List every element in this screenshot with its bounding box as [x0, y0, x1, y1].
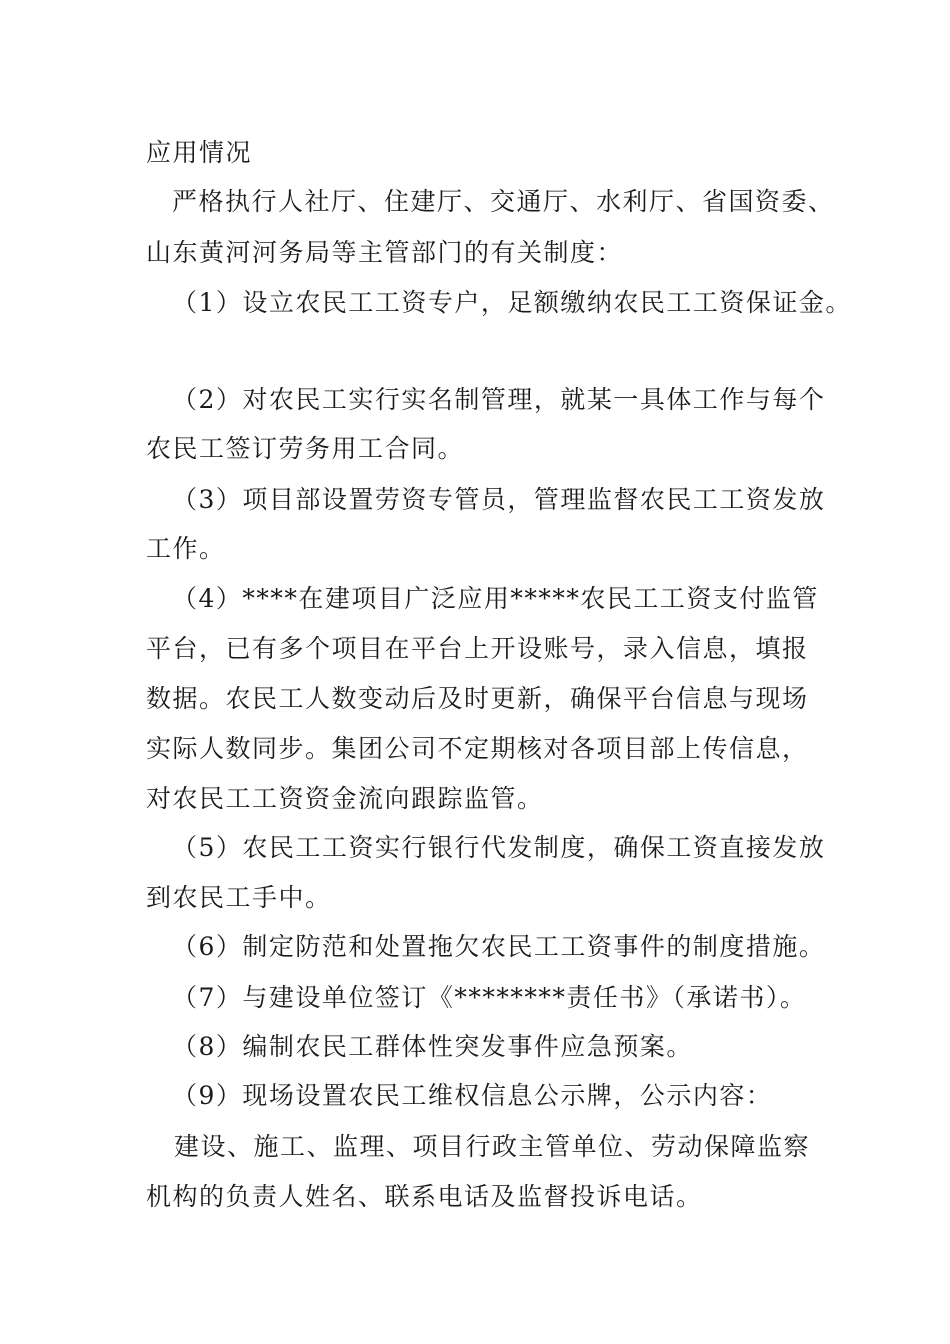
item-7-line-1: （7）与建设单位签订《********责任书》（承诺书）。 [172, 983, 807, 1012]
item-5-line-1: （5）农民工工资实行银行代发制度，确保工资直接发放 [172, 833, 826, 862]
intro-line-2: 山东黄河河务局等主管部门的有关制度： [146, 238, 624, 267]
item-8-line-1: （8）编制农民工群体性突发事件应急预案。 [172, 1032, 693, 1061]
closing-line-2: 机构的负责人姓名、联系电话及监督投诉电话。 [146, 1182, 703, 1211]
item-1-line-1: （1）设立农民工工资专户，足额缴纳农民工工资保证金。 [172, 288, 852, 317]
item-4-line-3: 数据。农民工人数变动后及时更新，确保平台信息与现场 [146, 684, 809, 713]
item-3-line-1: （3）项目部设置劳资专管员，管理监督农民工工资发放 [172, 485, 826, 514]
item-4-line-1: （4）****在建项目广泛应用*****农民工工资支付监管 [172, 584, 819, 613]
item-3-line-2: 工作。 [146, 534, 226, 563]
item-4-line-4: 实际人数同步。集团公司不定期核对各项目部上传信息， [146, 734, 809, 763]
item-5-line-2: 到农民工手中。 [146, 883, 332, 912]
item-2-line-1: （2）对农民工实行实名制管理，就某一具体工作与每个 [172, 385, 826, 414]
item-9-line-1: （9）现场设置农民工维权信息公示牌，公示内容： [172, 1081, 773, 1110]
item-2-line-2: 农民工签订劳务用工合同。 [146, 434, 465, 463]
closing-line-1: 建设、施工、监理、项目行政主管单位、劳动保障监察 [174, 1132, 811, 1161]
intro-line-1: 严格执行人社厅、住建厅、交通厅、水利厅、省国资委、 [172, 187, 835, 216]
section-heading: 应用情况 [146, 138, 253, 167]
item-4-line-2: 平台，已有多个项目在平台上开设账号，录入信息，填报 [146, 634, 809, 663]
item-6-line-1: （6）制定防范和处置拖欠农民工工资事件的制度措施。 [172, 932, 826, 961]
item-4-line-5: 对农民工工资资金流向跟踪监管。 [146, 784, 544, 813]
